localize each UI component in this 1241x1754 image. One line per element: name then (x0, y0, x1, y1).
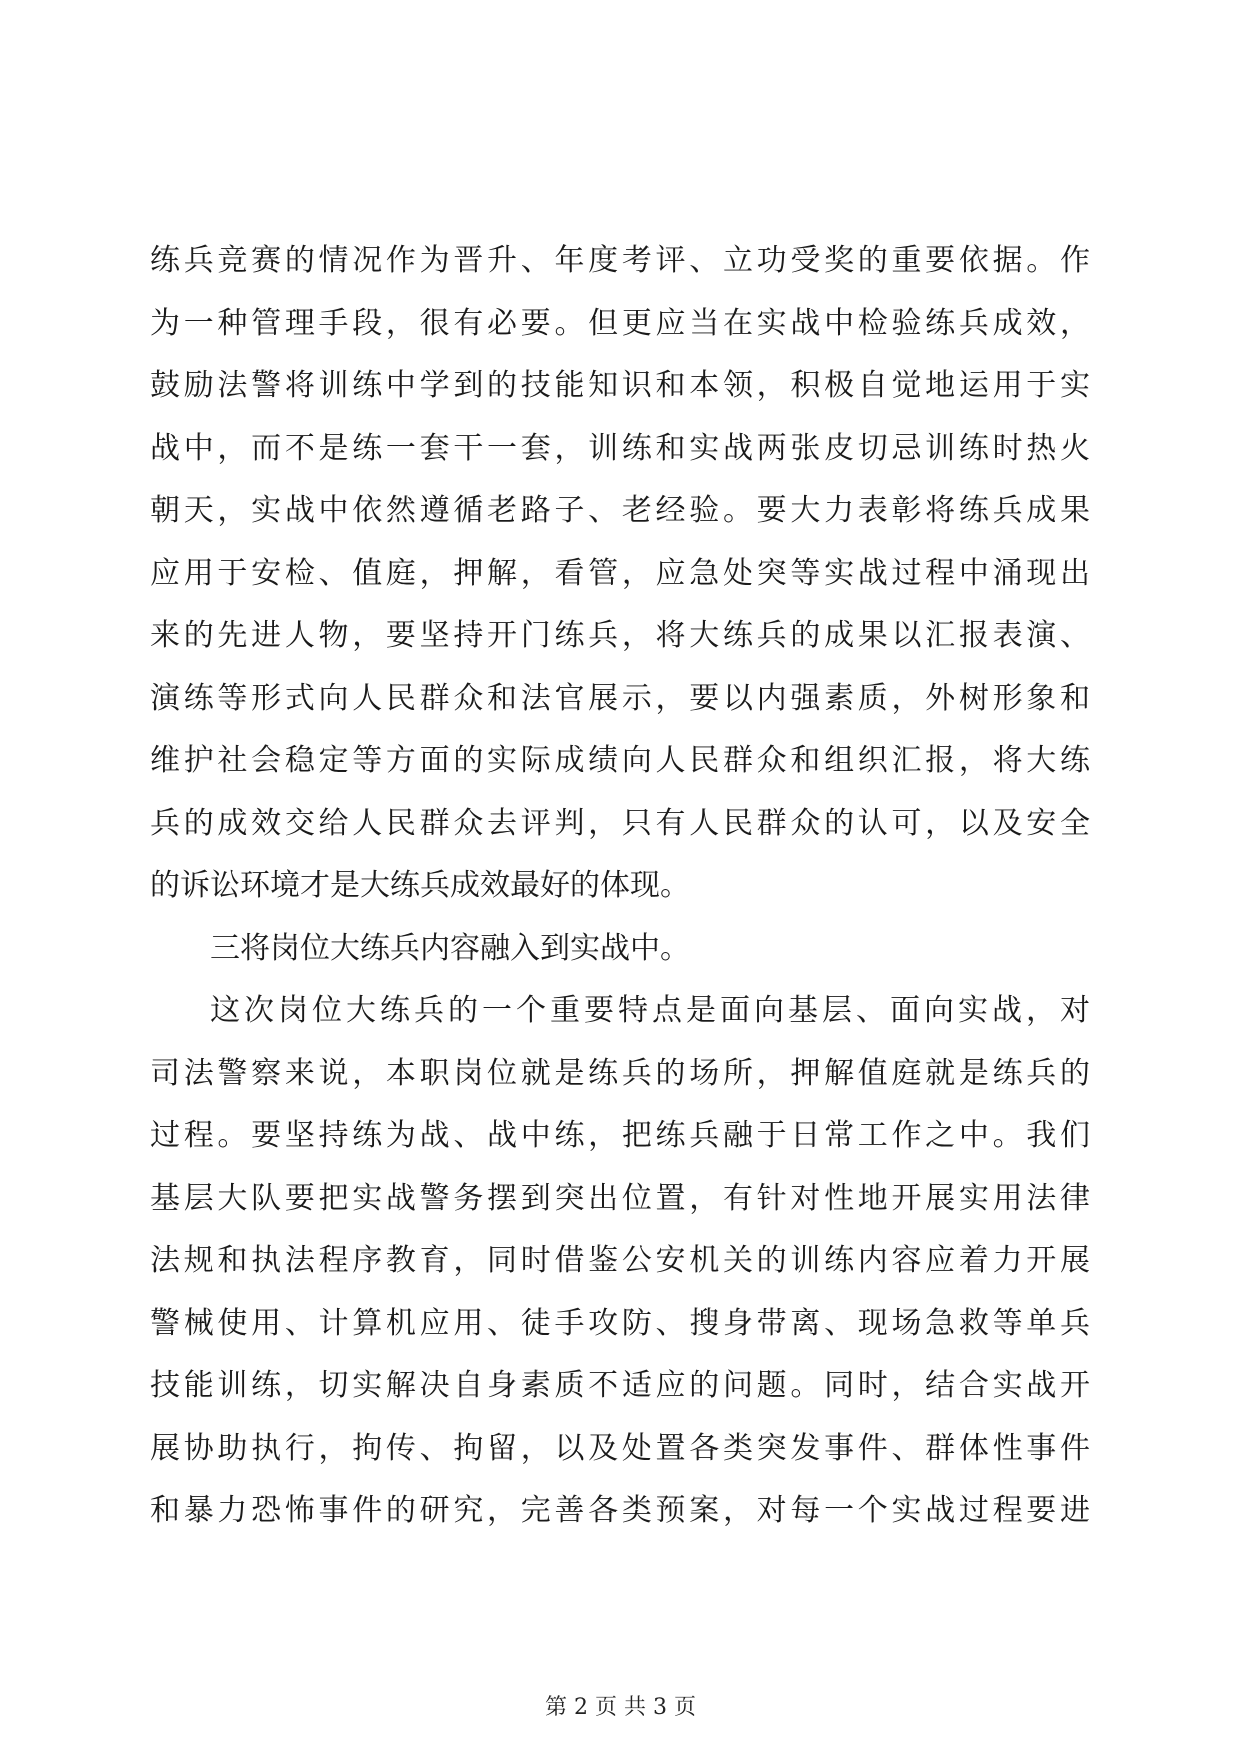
section-heading: 三将岗位大练兵内容融入到实战中。 (210, 930, 690, 966)
text-line: 为一种管理手段，很有必要。但更应当在实战中检验练兵成效， (150, 305, 1090, 341)
document-body (150, 230, 1090, 1543)
text-line: 兵的成效交给人民群众去评判，只有人民群众的认可，以及安全 (150, 805, 1090, 841)
text-line: 朝天，实战中依然遵循老路子、老经验。要大力表彰将练兵成果 (150, 493, 1090, 528)
text-line: 鼓励法警将训练中学到的技能知识和本领，积极自觉地运用于实 (150, 368, 1090, 403)
text-line: 练兵竞赛的情况作为晋升、年度考评、立功受奖的重要依据。作 (150, 243, 1090, 278)
page-footer (0, 1690, 1241, 1721)
text-line: 这次岗位大练兵的一个重要特点是面向基层、面向实战，对 (210, 993, 1090, 1028)
text-line: 和暴力恐怖事件的研究，完善各类预案，对每一个实战过程要进 (150, 1493, 1090, 1528)
text-line: 过程。要坚持练为战、战中练，把练兵融于日常工作之中。我们 (150, 1118, 1090, 1153)
text-line: 技能训练，切实解决自身素质不适应的问题。同时，结合实战开 (150, 1368, 1090, 1403)
text-line: 展协助执行，拘传、拘留，以及处置各类突发事件、群体性事件 (150, 1430, 1090, 1466)
text-line: 来的先进人物，要坚持开门练兵，将大练兵的成果以汇报表演、 (150, 618, 1090, 653)
text-line: 战中，而不是练一套干一套，训练和实战两张皮切忌训练时热火 (150, 430, 1090, 466)
text-line: 演练等形式向人民群众和法官展示，要以内强素质，外树形象和 (150, 680, 1090, 716)
text-line: 法规和执法程序教育，同时借鉴公安机关的训练内容应着力开展 (150, 1243, 1090, 1278)
text-line: 的诉讼环境才是大练兵成效最好的体现。 (150, 868, 690, 903)
page-number: 第 2 页 共 3 页 (545, 1695, 696, 1720)
text-line: 警械使用、计算机应用、徒手攻防、搜身带离、现场急救等单兵 (150, 1305, 1090, 1341)
text-line: 基层大队要把实战警务摆到突出位置，有针对性地开展实用法律 (150, 1180, 1090, 1216)
text-line: 应用于安检、值庭，押解，看管，应急处突等实战过程中涌现出 (150, 555, 1090, 591)
text-line: 司法警察来说，本职岗位就是练兵的场所，押解值庭就是练兵的 (150, 1055, 1090, 1091)
text-line: 维护社会稳定等方面的实际成绩向人民群众和组织汇报，将大练 (150, 743, 1090, 778)
